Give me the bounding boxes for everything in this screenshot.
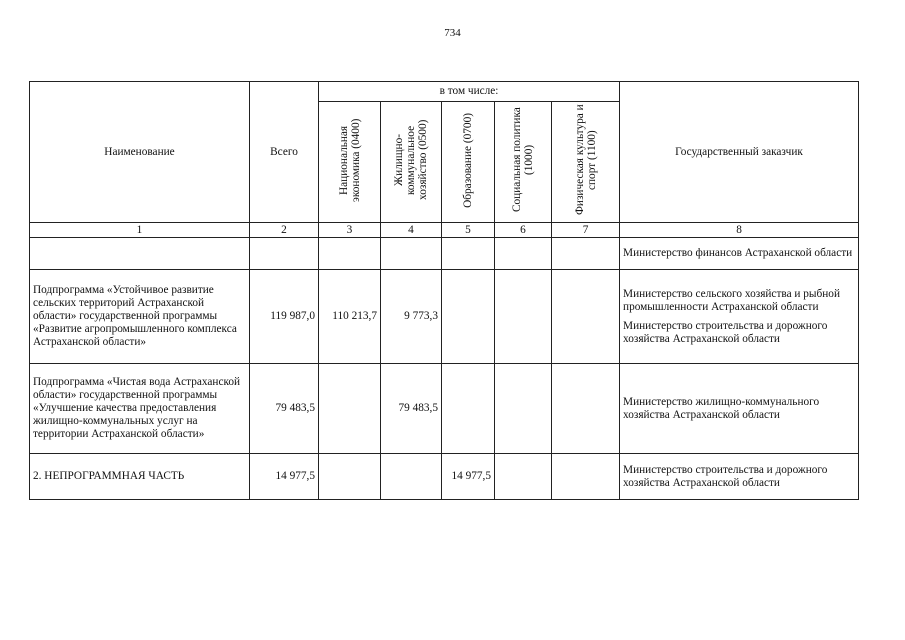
row-customer: [620, 454, 859, 500]
col-number: 1: [30, 223, 250, 238]
header-col-0500: Жилищно-коммунальное хозяйство (0500): [381, 102, 442, 223]
header-total: Всего: [250, 82, 319, 223]
header-customer: Государственный заказчик: [620, 82, 859, 223]
header-col-0400: Национальная экономика (0400): [319, 102, 381, 223]
row-0700: [442, 238, 495, 270]
header-col-1100: Физическая культура и спорт (1100): [552, 102, 620, 223]
col-number: 7: [552, 223, 620, 238]
table-row: [30, 454, 859, 500]
row-1100: [552, 454, 620, 500]
row-customer: [620, 364, 859, 454]
row-1000: [495, 454, 552, 500]
header-name: Наименование: [30, 82, 250, 223]
row-1100: [552, 364, 620, 454]
col-number: 8: [620, 223, 859, 238]
row-0400: [319, 454, 381, 500]
table-row: [30, 238, 859, 270]
col-number: 3: [319, 223, 381, 238]
customer-entry: Министерство строительства и дорожного хозяйства Астраханской области: [623, 319, 828, 345]
row-1100: [552, 270, 620, 364]
row-1000: [495, 364, 552, 454]
row-name: Подпрограмма «Устойчивое развитие сельских территорий Астраханской области» государственной программы «Развитие агропромышленного комплекса Астраханской области»: [30, 270, 250, 364]
row-0700: [442, 270, 495, 364]
row-total: 14 977,5: [250, 454, 319, 500]
row-name: 2. НЕПРОГРАММНАЯ ЧАСТЬ: [30, 454, 250, 500]
row-0500: [381, 238, 442, 270]
row-0400: [319, 238, 381, 270]
col-number: 6: [495, 223, 552, 238]
header-col-1000: Социальная политика (1000): [495, 102, 552, 223]
customer-entry: Министерство строительства и дорожного хозяйства Астраханской области: [623, 463, 828, 489]
row-0500: 79 483,5: [381, 364, 442, 454]
row-name: Подпрограмма «Чистая вода Астраханской области» государственной программы «Улучшение качества предоставления жилищно-коммунальных услуг на территории Астраханской области»: [30, 364, 250, 454]
customer-entry: Министерство жилищно-коммунального хозяйства Астраханской области: [623, 395, 820, 421]
col-number: 4: [381, 223, 442, 238]
customer-entry: Министерство сельского хозяйства и рыбной промышленности Астраханской области: [623, 287, 841, 313]
col-number: 5: [442, 223, 495, 238]
row-0500: [381, 454, 442, 500]
column-number-row: [30, 223, 859, 238]
page-number: 734: [444, 27, 461, 39]
row-customer: [620, 270, 859, 364]
header-col-0700: Образование (0700): [442, 102, 495, 223]
row-0400: [319, 364, 381, 454]
row-0700: 14 977,5: [442, 454, 495, 500]
header-including: в том числе:: [319, 82, 620, 102]
budget-table: [29, 81, 859, 500]
customer-entry: Министерство финансов Астраханской области: [623, 247, 853, 259]
table-row: [30, 364, 859, 454]
row-total: [250, 238, 319, 270]
row-total: 119 987,0: [250, 270, 319, 364]
row-name: [30, 238, 250, 270]
table-row: [30, 270, 859, 364]
row-0500: 9 773,3: [381, 270, 442, 364]
row-1000: [495, 270, 552, 364]
row-1100: [552, 238, 620, 270]
row-total: 79 483,5: [250, 364, 319, 454]
header-row-top: [30, 82, 859, 102]
row-1000: [495, 238, 552, 270]
row-0700: [442, 364, 495, 454]
col-number: 2: [250, 223, 319, 238]
row-0400: 110 213,7: [319, 270, 381, 364]
row-customer: [620, 238, 859, 270]
